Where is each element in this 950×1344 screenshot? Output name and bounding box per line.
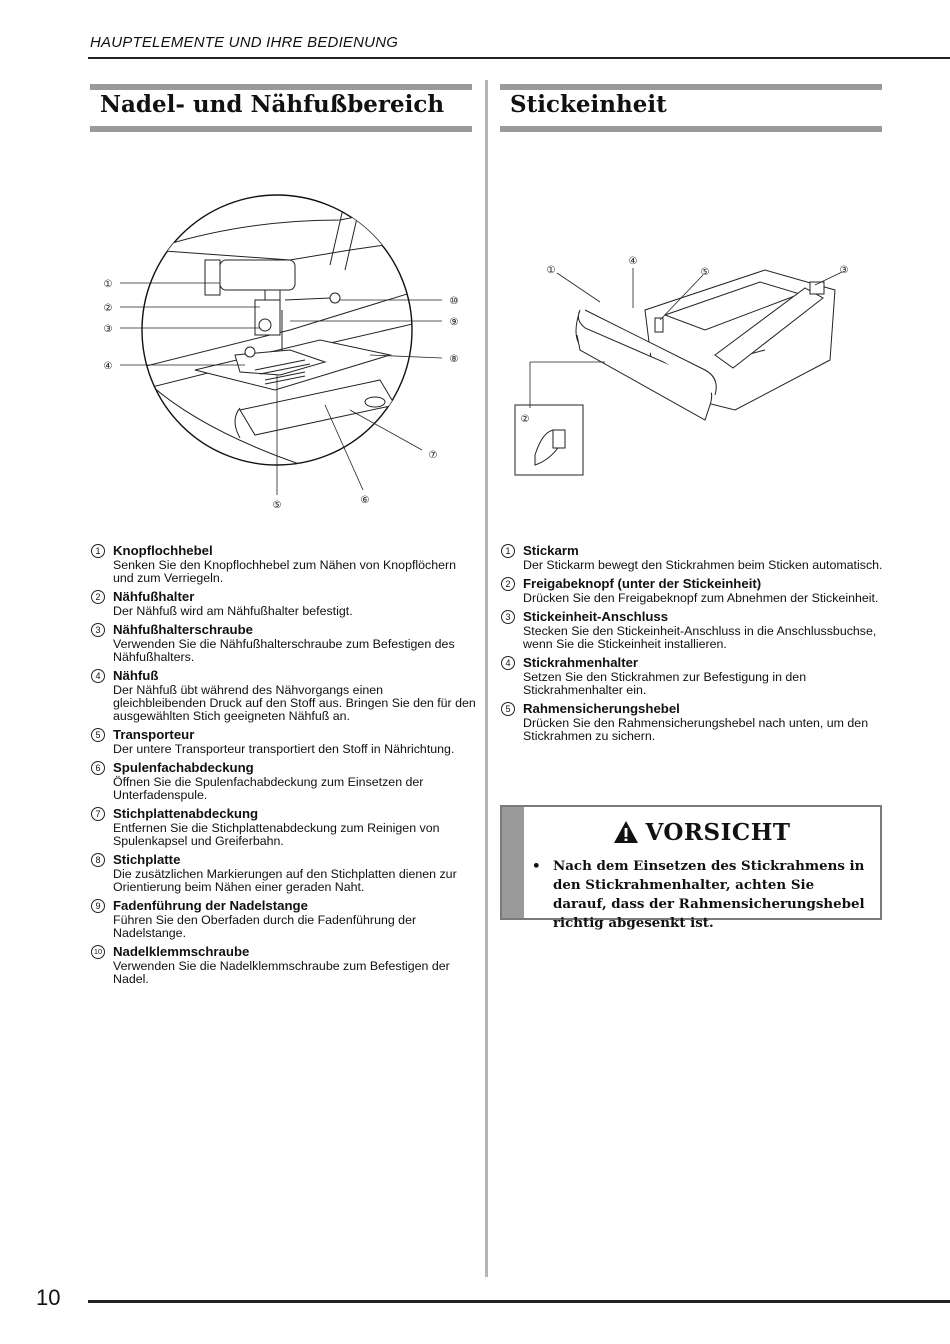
item-number: 1 — [91, 544, 105, 558]
list-item — [91, 668, 476, 723]
caution-text — [532, 857, 868, 933]
item-title: Stickrahmenhalter — [523, 655, 639, 670]
item-description: Der Nähfuß wird am Nähfußhalter befestigt. — [113, 604, 353, 618]
item-number: 8 — [91, 853, 105, 867]
item-number: 5 — [91, 728, 105, 742]
list-item — [91, 760, 476, 802]
item-title: Nähfußhalter — [113, 589, 195, 604]
item-title: Nadelklemmschraube — [113, 944, 250, 959]
embroidery-unit-illustration — [505, 250, 875, 480]
section-title-embroidery-unit — [500, 84, 882, 132]
item-title: Rahmensicherungshebel — [523, 701, 680, 716]
item-number: 7 — [91, 807, 105, 821]
list-item — [91, 589, 476, 618]
list-item — [501, 609, 886, 651]
header-rule — [88, 57, 950, 59]
item-title: Knopflochhebel — [113, 543, 213, 558]
caution-box — [500, 805, 882, 931]
item-number: 6 — [91, 761, 105, 775]
item-number: 10 — [91, 945, 105, 959]
item-title: Spulenfachabdeckung — [113, 760, 254, 775]
item-description: Drücken Sie den Rahmensicherungshebel nach unten, um den Stickrahmen zu sichern. — [523, 716, 869, 743]
item-description: Drücken Sie den Freigabeknopf zum Abnehmen der Stickeinheit. — [523, 591, 879, 605]
section-title-needle-area — [90, 84, 472, 132]
item-title: Nähfuß — [113, 668, 159, 683]
item-number: 4 — [91, 669, 105, 683]
callout-4: ④ — [103, 361, 113, 372]
callout-5: ⑤ — [272, 500, 282, 511]
list-item — [91, 898, 476, 940]
item-number: 3 — [501, 610, 515, 624]
callout-9: ⑨ — [449, 317, 459, 328]
caution-title: VORSICHT — [645, 819, 791, 846]
footer-rule — [88, 1300, 950, 1303]
item-description: Der Stickarm bewegt den Stickrahmen beim Sticken automatisch. — [523, 558, 883, 572]
callout-2: ② — [103, 303, 113, 314]
list-item — [91, 622, 476, 664]
list-item — [91, 852, 476, 894]
item-description: Verwenden Sie die Nähfußhalterschraube zum Befestigen des Nähfußhalters. — [113, 637, 455, 664]
callout-1: ① — [546, 265, 556, 276]
chapter-header: HAUPTELEMENTE UND IHRE BEDIENUNG — [90, 34, 399, 51]
item-title: Stichplattenabdeckung — [113, 806, 259, 821]
callout-10: ⑩ — [449, 296, 459, 307]
item-number: 3 — [91, 623, 105, 637]
section-title-text: Stickeinheit — [510, 91, 667, 118]
list-item — [91, 806, 476, 848]
warning-icon — [613, 820, 639, 844]
list-item — [91, 727, 476, 756]
callout-7: ⑦ — [428, 450, 438, 461]
list-item — [501, 701, 886, 743]
item-title: Stichplatte — [113, 852, 181, 867]
item-number: 1 — [501, 544, 515, 558]
list-item — [91, 543, 476, 585]
item-number: 2 — [91, 590, 105, 604]
callout-8: ⑧ — [449, 354, 459, 365]
item-number: 4 — [501, 656, 515, 670]
embroidery-unit-parts-list — [501, 543, 886, 747]
item-title: Freigabeknopf (unter der Stickeinheit) — [523, 576, 762, 591]
item-description: Stecken Sie den Stickeinheit-Anschluss in die Anschlussbuchse, wenn Sie die Stickeinheit installieren. — [523, 624, 877, 651]
callout-6: ⑥ — [360, 495, 370, 506]
item-title: Transporteur — [113, 727, 195, 742]
list-item — [91, 944, 476, 986]
section-title-text: Nadel- und Nähfußbereich — [100, 91, 445, 118]
list-item — [501, 655, 886, 697]
item-description: Setzen Sie den Stickrahmen zur Befestigung in den Stickrahmenhalter ein. — [523, 670, 807, 697]
item-number: 9 — [91, 899, 105, 913]
item-number: 5 — [501, 702, 515, 716]
needle-area-illustration — [90, 180, 480, 520]
item-title: Nähfußhalterschraube — [113, 622, 253, 637]
item-title: Fadenführung der Nadelstange — [113, 898, 308, 913]
item-description: Der Nähfuß übt während des Nähvorgangs einen gleichbleibenden Druck auf den Stoff aus. Bringen Sie den für den ausgewählten Stich geeigneten Nähfuß an. — [113, 683, 476, 723]
list-item — [501, 576, 886, 605]
callout-5: ⑤ — [700, 267, 710, 278]
bullet-mark: • — [532, 858, 541, 874]
item-description: Entfernen Sie die Stichplattenabdeckung zum Reinigen von Spulenkapsel und Greiferbahn. — [113, 821, 440, 848]
item-description: Der untere Transporteur transportiert den Stoff in Nährichtung. — [113, 742, 455, 756]
item-description: Die zusätzlichen Markierungen auf den Stichplatten dienen zur Orientierung beim Nähen einer geraden Naht. — [113, 867, 457, 894]
callout-3: ③ — [103, 324, 113, 335]
caution-heading — [524, 819, 880, 846]
page-number: 10 — [36, 1285, 61, 1310]
item-description: Führen Sie den Oberfaden durch die Fadenführung der Nadelstange. — [113, 913, 417, 940]
item-description: Verwenden Sie die Nadelklemmschraube zum Befestigen der Nadel. — [113, 959, 450, 986]
callout-1: ① — [103, 279, 113, 290]
callout-2: ② — [520, 414, 530, 425]
needle-area-parts-list — [91, 543, 476, 990]
item-title: Stickeinheit-Anschluss — [523, 609, 669, 624]
caution-message: Nach dem Einsetzen des Stickrahmens in den Stickrahmenhalter, achten Sie darauf, dass der Rahmensicherungshebel richtig abgesenkt ist. — [553, 858, 865, 931]
item-number: 2 — [501, 577, 515, 591]
callout-4: ④ — [628, 256, 638, 267]
item-title: Stickarm — [523, 543, 579, 558]
list-item — [501, 543, 886, 572]
column-divider — [485, 80, 488, 1277]
item-description: Öffnen Sie die Spulenfachabdeckung zum Einsetzen der Unterfadenspule. — [113, 775, 424, 802]
item-description: Senken Sie den Knopflochhebel zum Nähen von Knopflöchern und zum Verriegeln. — [113, 558, 457, 585]
caution-stripe — [502, 807, 524, 918]
callout-3: ③ — [839, 265, 849, 276]
